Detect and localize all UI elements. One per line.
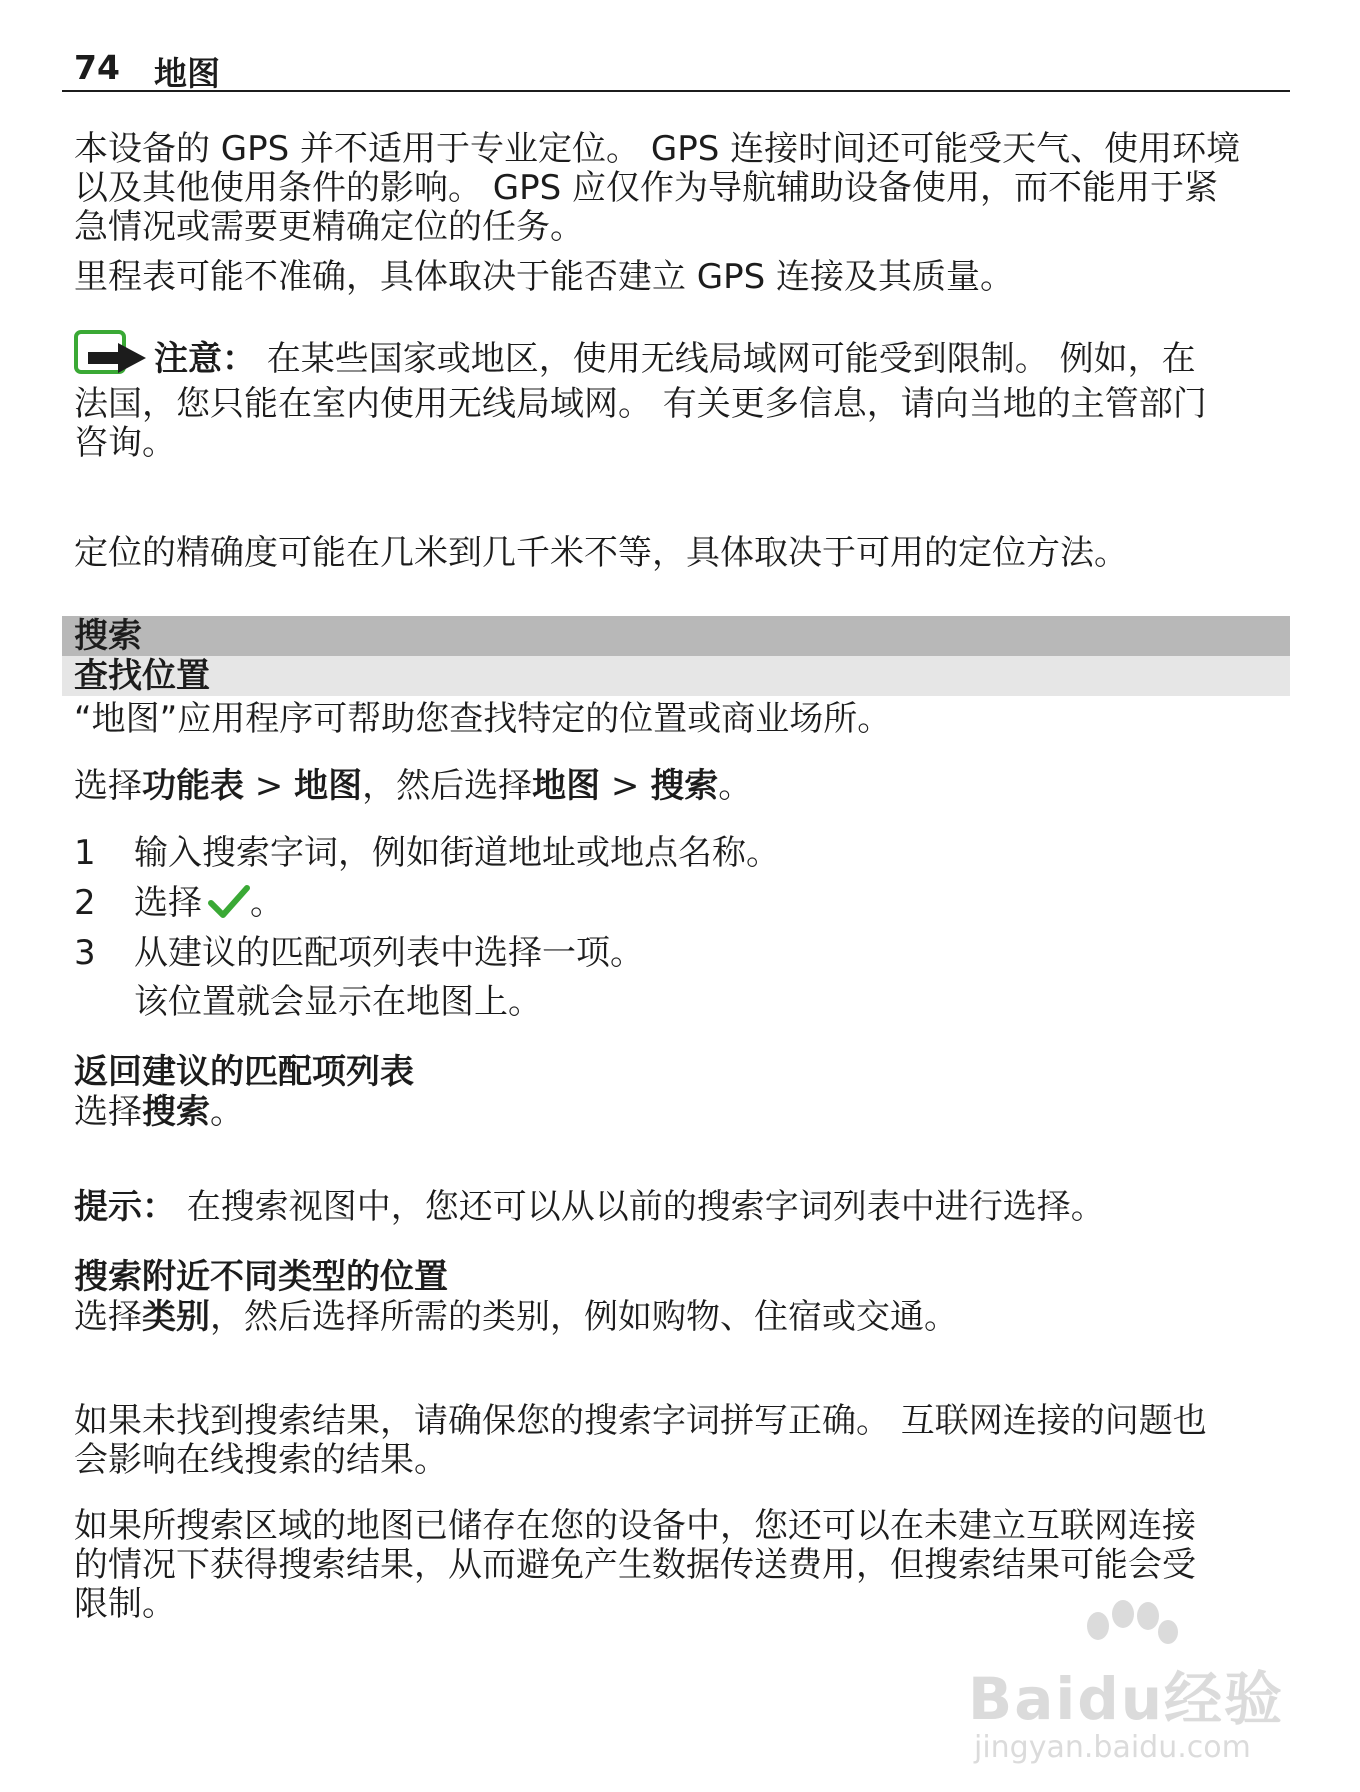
maps-intro: “地图”应用程序可帮助您查找特定的位置或商业场所。: [74, 699, 892, 739]
nearby-pre: 选择: [74, 1297, 142, 1337]
offline-line1: 如果所搜索区域的地图已储存在您的设备中，您还可以在未建立互联网连接: [74, 1506, 1196, 1546]
step-item: [74, 934, 644, 973]
step-text: 输入搜索字词，例如街道地址或地点名称。: [134, 833, 780, 873]
step-number: 3: [74, 933, 96, 973]
gps-disclaimer: [74, 130, 1284, 247]
return-heading: 返回建议的匹配项列表: [74, 1052, 414, 1092]
note-line3: 咨询。: [74, 423, 176, 463]
odometer-note: 里程表可能不准确，具体取决于能否建立 GPS 连接及其质量。: [74, 257, 1015, 297]
no-results-line1: 如果未找到搜索结果，请确保您的搜索字词拼写正确。 互联网连接的问题也: [74, 1401, 1207, 1441]
step-item: [74, 834, 780, 873]
no-results-line2: 会影响在线搜索的结果。: [74, 1440, 448, 1480]
page-header: [62, 44, 1290, 92]
section-title: 搜索: [74, 616, 142, 656]
return-pre: 选择: [74, 1092, 142, 1132]
menu-path-sep2: >: [600, 766, 651, 806]
menu-path-end: 。: [718, 766, 753, 806]
chapter-title: 地图: [154, 54, 220, 93]
step-text: 选择: [134, 883, 202, 923]
return-instruction: [74, 1093, 1284, 1132]
checkmark-icon: [208, 884, 250, 929]
menu-path-maps1: 地图: [294, 766, 363, 806]
offline-line3: 限制。: [74, 1584, 176, 1624]
watermark-brand: Baidu经验: [968, 1665, 1285, 1733]
note-label: 注意：: [154, 339, 256, 379]
step-result: 该位置就会显示在地图上。: [134, 982, 542, 1022]
accuracy-note: 定位的精确度可能在几米到几千米不等，具体取决于可用的定位方法。: [74, 533, 1128, 573]
step-number: 2: [74, 883, 96, 923]
nearby-heading: 搜索附近不同类型的位置: [74, 1257, 448, 1297]
nearby-instruction: [74, 1298, 1284, 1337]
subsection-header: [62, 656, 1290, 696]
watermark-url: jingyan.baidu.com: [974, 1730, 1251, 1765]
return-end: 。: [210, 1092, 244, 1132]
step-item: [74, 884, 284, 929]
tip-text: 在搜索视图中，您还可以从以前的搜索字词列表中进行选择。: [176, 1187, 1105, 1227]
menu-path-menu: 功能表: [142, 766, 244, 806]
tip-label: 提示：: [74, 1187, 176, 1227]
menu-path-sep1: >: [244, 766, 295, 806]
tip: [74, 1188, 1284, 1227]
offline-line2: 的情况下获得搜索结果，从而避免产生数据传送费用，但搜索结果可能会受: [74, 1545, 1196, 1585]
wlan-note: [74, 330, 1284, 463]
page-number: 74: [74, 48, 120, 87]
note-line2: 法国，您只能在室内使用无线局域网。 有关更多信息，请向当地的主管部门: [74, 384, 1207, 424]
gps-disclaimer-line1: 本设备的 GPS 并不适用于专业定位。 GPS 连接时间还可能受天气、使用环境: [74, 129, 1241, 169]
menu-path-maps2: 地图: [532, 766, 601, 806]
menu-path-search: 搜索: [650, 766, 719, 806]
subsection-title: 查找位置: [74, 656, 210, 696]
note-arrow-icon: [74, 330, 148, 385]
section-header: [62, 616, 1290, 656]
step-text: 从建议的匹配项列表中选择一项。: [134, 933, 644, 973]
menu-path-prefix: 选择: [74, 766, 142, 806]
step-number: 1: [74, 833, 96, 873]
nearby-rest: ，然后选择所需的类别，例如购物、住宿或交通。: [210, 1297, 958, 1337]
gps-disclaimer-line3: 急情况或需要更精确定位的任务。: [74, 207, 584, 247]
no-results-note: [74, 1402, 1284, 1480]
return-search-label: 搜索: [142, 1092, 210, 1132]
note-line1: 在某些国家或地区，使用无线局域网可能受到限制。 例如，在: [256, 339, 1196, 379]
gps-disclaimer-line2: 以及其他使用条件的影响。 GPS 应仅作为导航辅助设备使用，而不能用于紧: [74, 168, 1219, 208]
menu-path: [74, 767, 1284, 806]
baidu-watermark: [968, 1612, 1288, 1772]
nearby-category-label: 类别: [142, 1297, 210, 1337]
menu-path-mid: ，然后选择: [362, 766, 533, 806]
step-suffix: 。: [250, 883, 284, 923]
